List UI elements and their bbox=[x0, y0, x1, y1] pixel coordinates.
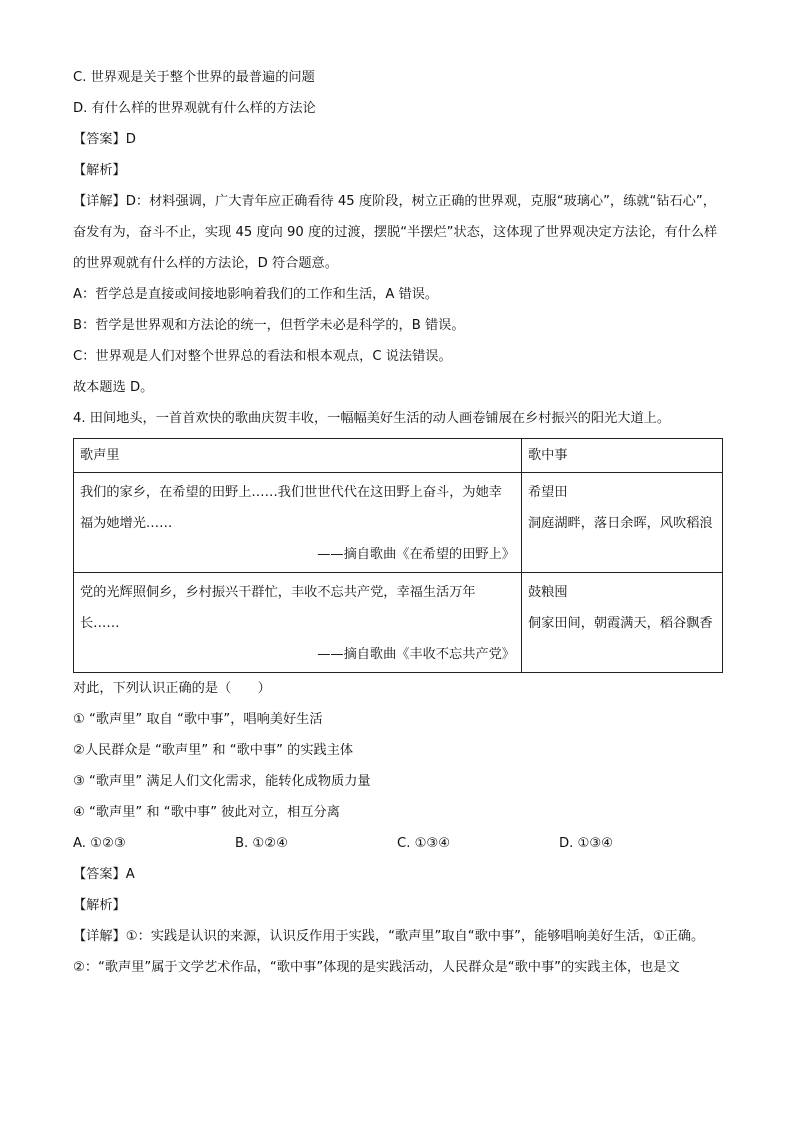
statement-3: ③ “歌声里” 满足人们文化需求，能转化成物质力量 bbox=[73, 774, 371, 789]
conclusion: 故本题选 D。 bbox=[73, 380, 154, 395]
detail-paragraph: 【详解】D：材料强调，广大青年应正确看待 45 度阶段，树立正确的世界观，克服“玻璃心”，练就“钻石心”，奋发有为，奋斗不止，实现 45 度向 90 度的过渡，摆脱“半摆烂”状态，这体现了世界观决定方法论，有什么样的世界观就有什么样的方法论，D 符合题意。 bbox=[73, 194, 718, 271]
option-a: A. ①②③ bbox=[73, 836, 126, 851]
story-place: 希望田 bbox=[528, 485, 568, 500]
answer-options bbox=[73, 828, 723, 859]
answer-label: 【答案】D bbox=[73, 132, 136, 147]
table-header-row bbox=[74, 439, 723, 473]
option-c: C. ①③④ bbox=[397, 836, 451, 851]
analysis-label: 【解析】 bbox=[73, 163, 126, 178]
detail-paragraph: 【详解】①：实践是认识的来源，认识反作用于实践，“歌声里”取自“歌中事”，能够唱响美好生活，①正确。 bbox=[73, 929, 705, 944]
question-prompt: 对此，下列认识正确的是（ ） bbox=[73, 681, 271, 696]
answer-label: 【答案】A bbox=[73, 867, 135, 882]
statement-1: ① “歌声里” 取自 “歌中事”，唱响美好生活 bbox=[73, 712, 323, 727]
story-scene: 洞庭湖畔，落日余晖，风吹稻浪 bbox=[528, 516, 713, 531]
lyrics-source: ——摘自歌曲《在希望的田野上》 bbox=[317, 547, 515, 562]
document-page bbox=[73, 62, 723, 983]
table-header-right: 歌中事 bbox=[522, 439, 723, 473]
option-b: B. ①②④ bbox=[235, 836, 288, 851]
statement-4: ④ “歌声里” 和 “歌中事” 彼此对立，相互分离 bbox=[73, 805, 340, 820]
table-row bbox=[74, 573, 723, 673]
note-a: A：哲学总是直接或间接地影响着我们的工作和生活，A 错误。 bbox=[73, 287, 439, 302]
option-d: D. ①③④ bbox=[559, 836, 614, 851]
statement-2: ②人民群众是 “歌声里” 和 “歌中事” 的实践主体 bbox=[73, 743, 354, 758]
lyrics-cell bbox=[74, 573, 522, 673]
option-d: D. 有什么样的世界观就有什么样的方法论 bbox=[73, 101, 316, 116]
detail-line: ②：“歌声里”属于文学艺术作品，“歌中事”体现的是实践活动，人民群众是“歌中事”的实践主体，也是文 bbox=[73, 960, 680, 975]
story-cell bbox=[522, 473, 723, 573]
lyrics-text: 党的光辉照侗乡，乡村振兴干群忙，丰收不忘共产党，幸福生活万年长…… bbox=[80, 585, 476, 631]
analysis-label: 【解析】 bbox=[73, 898, 126, 913]
table-header-left: 歌声里 bbox=[74, 439, 522, 473]
story-cell bbox=[522, 573, 723, 673]
question-stem: 4. 田间地头，一首首欢快的歌曲庆贺丰收，一幅幅美好生活的动人画卷铺展在乡村振兴的阳光大道上。 bbox=[73, 411, 671, 426]
lyrics-source: ——摘自歌曲《丰收不忘共产党》 bbox=[317, 647, 515, 662]
table-row bbox=[74, 473, 723, 573]
option-c: C. 世界观是关于整个世界的最普遍的问题 bbox=[73, 70, 315, 85]
note-c: C：世界观是人们对整个世界总的看法和根本观点，C 说法错误。 bbox=[73, 349, 452, 364]
story-scene: 侗家田间，朝霞满天，稻谷飘香 bbox=[528, 616, 713, 631]
song-table bbox=[73, 438, 723, 673]
story-place: 鼓粮囤 bbox=[528, 585, 568, 600]
lyrics-text: 我们的家乡，在希望的田野上……我们世世代代在这田野上奋斗，为她幸福为她增光…… bbox=[80, 485, 502, 531]
note-b: B：哲学是世界观和方法论的统一，但哲学未必是科学的，B 错误。 bbox=[73, 318, 465, 333]
lyrics-cell bbox=[74, 473, 522, 573]
